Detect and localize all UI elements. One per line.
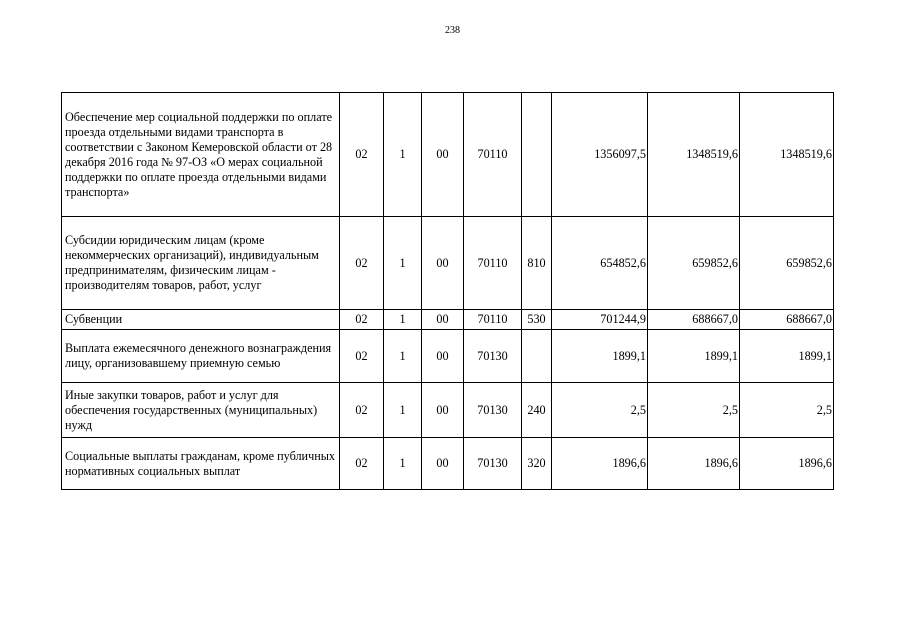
amount-year-3: 659852,6 xyxy=(740,217,834,310)
target-code: 70130 xyxy=(464,330,522,383)
table-row xyxy=(62,330,834,383)
table-row xyxy=(62,383,834,438)
row-description: Субсидии юридическим лицам (кроме некоммерческих организаций), индивидуальным предпринимателям, физическим лицам - производителям товаров, работ, услуг xyxy=(62,217,340,310)
amount-year-3: 2,5 xyxy=(740,383,834,438)
amount-year-1: 1356097,5 xyxy=(552,93,648,217)
amount-year-3: 688667,0 xyxy=(740,310,834,330)
subsection-code: 1 xyxy=(384,310,422,330)
table-row xyxy=(62,438,834,490)
target-code: 70110 xyxy=(464,217,522,310)
program-code: 00 xyxy=(422,330,464,383)
table-row xyxy=(62,217,834,310)
program-code: 00 xyxy=(422,438,464,490)
subsection-code: 1 xyxy=(384,438,422,490)
section-code: 02 xyxy=(340,217,384,310)
row-description: Субвенции xyxy=(62,310,340,330)
amount-year-2: 1348519,6 xyxy=(648,93,740,217)
target-code: 70110 xyxy=(464,93,522,217)
amount-year-2: 659852,6 xyxy=(648,217,740,310)
amount-year-3: 1896,6 xyxy=(740,438,834,490)
row-description: Обеспечение мер социальной поддержки по оплате проезда отдельными видами транспорта в соответствии с Законом Кемеровской области от 28 декабря 2016 года № 97-ОЗ «О мерах социальной поддержки по оплате проезда отдельными видами транспорта» xyxy=(62,93,340,217)
section-code: 02 xyxy=(340,383,384,438)
page-number: 238 xyxy=(445,25,460,36)
amount-year-1: 701244,9 xyxy=(552,310,648,330)
subsection-code: 1 xyxy=(384,217,422,310)
program-code: 00 xyxy=(422,217,464,310)
expense-type-code xyxy=(522,93,552,217)
row-description: Выплата ежемесячного денежного вознаграждения лицу, организовавшему приемную семью xyxy=(62,330,340,383)
program-code: 00 xyxy=(422,383,464,438)
expense-type-code: 810 xyxy=(522,217,552,310)
row-description: Иные закупки товаров, работ и услуг для обеспечения государственных (муниципальных) нужд xyxy=(62,383,340,438)
section-code: 02 xyxy=(340,93,384,217)
expense-type-code: 320 xyxy=(522,438,552,490)
amount-year-2: 688667,0 xyxy=(648,310,740,330)
row-description: Социальные выплаты гражданам, кроме публичных нормативных социальных выплат xyxy=(62,438,340,490)
amount-year-2: 2,5 xyxy=(648,383,740,438)
amount-year-3: 1899,1 xyxy=(740,330,834,383)
table-row xyxy=(62,310,834,330)
section-code: 02 xyxy=(340,438,384,490)
amount-year-1: 1896,6 xyxy=(552,438,648,490)
subsection-code: 1 xyxy=(384,383,422,438)
amount-year-2: 1896,6 xyxy=(648,438,740,490)
subsection-code: 1 xyxy=(384,330,422,383)
expense-type-code: 240 xyxy=(522,383,552,438)
budget-table xyxy=(61,92,834,490)
amount-year-1: 2,5 xyxy=(552,383,648,438)
amount-year-1: 1899,1 xyxy=(552,330,648,383)
amount-year-1: 654852,6 xyxy=(552,217,648,310)
target-code: 70130 xyxy=(464,438,522,490)
amount-year-3: 1348519,6 xyxy=(740,93,834,217)
program-code: 00 xyxy=(422,93,464,217)
section-code: 02 xyxy=(340,310,384,330)
amount-year-2: 1899,1 xyxy=(648,330,740,383)
expense-type-code: 530 xyxy=(522,310,552,330)
program-code: 00 xyxy=(422,310,464,330)
target-code: 70110 xyxy=(464,310,522,330)
target-code: 70130 xyxy=(464,383,522,438)
subsection-code: 1 xyxy=(384,93,422,217)
expense-type-code xyxy=(522,330,552,383)
table-row xyxy=(62,93,834,217)
section-code: 02 xyxy=(340,330,384,383)
